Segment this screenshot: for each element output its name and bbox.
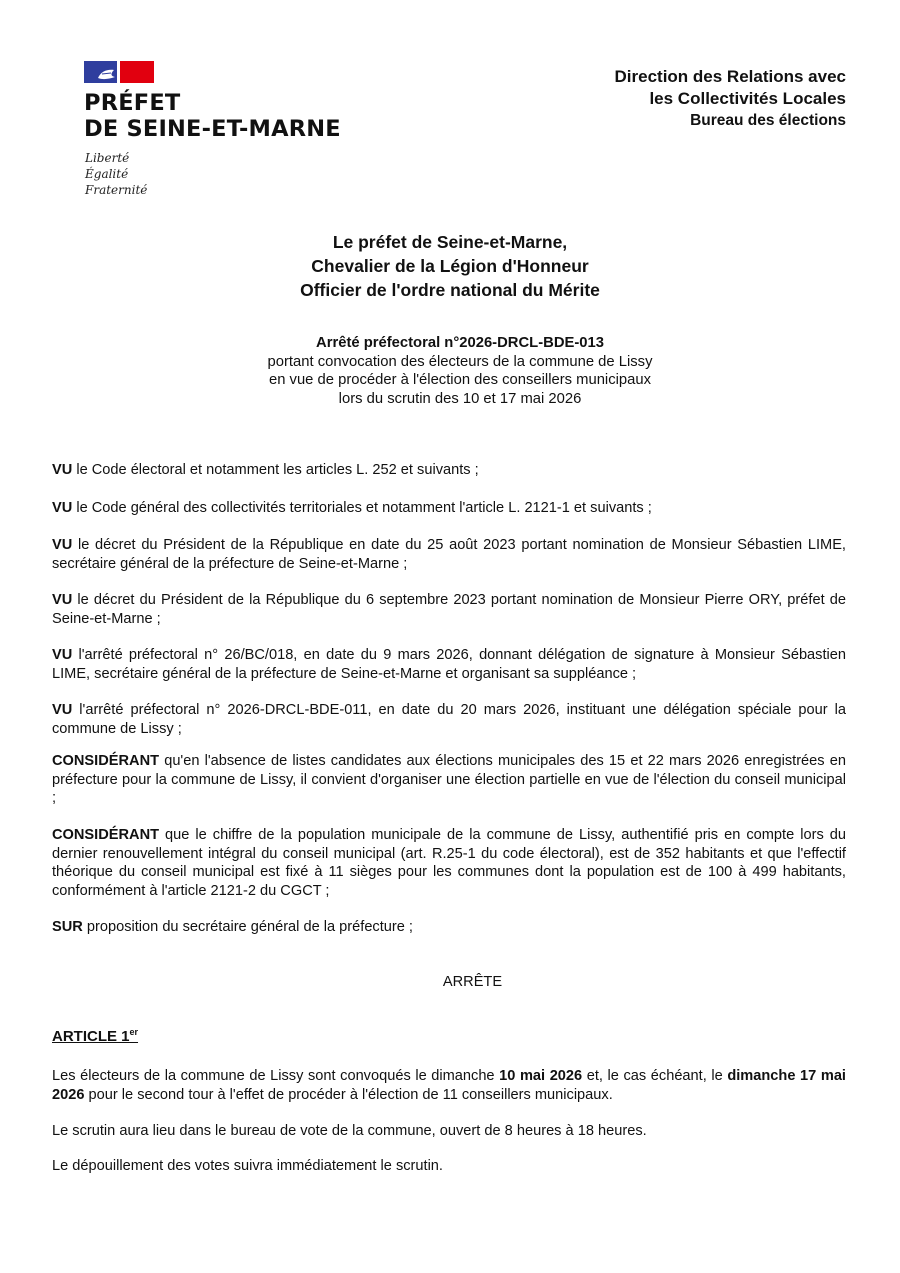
article-1-paragraph-1: Les électeurs de la commune de Lissy sont convoqués le dimanche 10 mai 2026 et, le cas échéant, le dimanche 17 mai 2026 pour le second tour à l'effet de procéder à l'élection de 11 conseillers municipaux. (52, 1068, 846, 1103)
prefet-line1: PRÉFET (84, 90, 181, 116)
arrete-subject-line1: portant convocation des électeurs de la commune de Lissy (267, 353, 653, 370)
direction-line1: Direction des Relations avec (614, 67, 846, 86)
direction-line3: Bureau des élections (690, 112, 846, 129)
clause-considerant-population: CONSIDÉRANT que le chiffre de la population municipale de la commune de Lissy, authentifié pris en compte lors du dernier renouvellement intégral du conseil municipal (art. R.25-1 du code électoral), est de 352 habitants et que l'effectif théorique du conseil municipal est fixé à 11 sièges pour les communes dont la population est de 100 à 499 habitants, conformément à l'article 2121-2 du CGCT ; (52, 827, 846, 899)
arrete-number: Arrêté préfectoral n°2026-DRCL-BDE-013 (316, 335, 604, 351)
arrete-subject-line2: en vue de procéder à l'élection des conseillers municipaux (268, 372, 651, 388)
clause-sur-proposition: SUR proposition du secrétaire général de la préfecture ; (52, 919, 413, 935)
prefect-title-line1: Le préfet de Seine-et-Marne, (332, 232, 568, 252)
prefect-title-line2: Chevalier de la Légion d'Honneur (311, 256, 589, 276)
clause-vu-delegation-speciale: VU l'arrêté préfectoral n° 2026-DRCL-BDE-011, en date du 20 mars 2026, instituant une délégation spéciale pour la commune de Lissy ; (52, 702, 846, 737)
motto-egalite: Égalité (85, 167, 129, 181)
arrete-decree-word: ARRÊTE (442, 974, 503, 990)
article-1-title: ARTICLE 1er (52, 1027, 139, 1045)
clause-vu-decret-ory: VU le décret du Président de la République du 6 septembre 2023 portant nomination de Monsieur Pierre ORY, préfet de Seine-et-Marne ; (52, 592, 846, 627)
clause-vu-delegation-signature: VU l'arrêté préfectoral n° 26/BC/018, en date du 9 mars 2026, donnant délégation de signature à Monsieur Sébastien LIME, secrétaire général de la préfecture de Seine-et-Marne et organisant sa suppléance ; (52, 647, 846, 682)
prefet-wordmark (84, 90, 341, 142)
direction-line2: les Collectivités Locales (649, 89, 846, 108)
issuing-direction (615, 66, 846, 132)
clause-vu-cgct: VU le Code général des collectivités territoriales et notamment l'article L. 2121-1 et suivants ; (52, 500, 652, 516)
article-1-paragraph-3: Le dépouillement des votes suivra immédiatement le scrutin. (52, 1158, 443, 1174)
motto-liberte: Liberté (85, 151, 130, 165)
prefet-line2: DE SEINE-ET-MARNE (84, 116, 341, 142)
arrete-subject-line3: lors du scrutin des 10 et 17 mai 2026 (338, 390, 582, 407)
article-1-paragraph-2: Le scrutin aura lieu dans le bureau de vote de la commune, ouvert de 8 heures à 18 heures. (52, 1123, 647, 1139)
prefect-title (0, 230, 900, 302)
motto-fraternite: Fraternité (85, 183, 148, 197)
clause-vu-code-electoral: VU le Code électoral et notamment les articles L. 252 et suivants ; (52, 462, 479, 478)
republic-motto (85, 150, 147, 198)
arrete-heading (0, 334, 900, 408)
marianne-logo-icon (84, 61, 154, 83)
clause-vu-decret-lime: VU le décret du Président de la République en date du 25 août 2023 portant nomination de Monsieur Sébastien LIME, secrétaire général de la préfecture de Seine-et-Marne ; (52, 537, 846, 572)
clause-considerant-absence-listes: CONSIDÉRANT qu'en l'absence de listes candidates aux élections municipales des 15 et 22 mars 2026 enregistrées en préfecture pour la commune de Lissy, il convient d'organiser une élection partielle en vue de l'élection du conseil municipal ; (52, 753, 846, 807)
prefect-title-line3: Officier de l'ordre national du Mérite (300, 280, 600, 300)
